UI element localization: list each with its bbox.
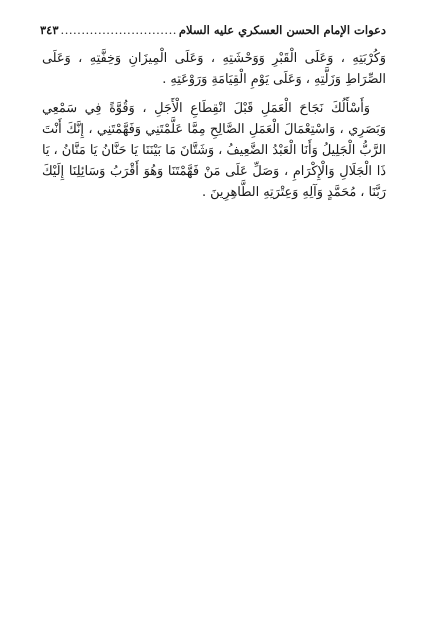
paragraph: وَأَسْأَلُكَ نَجَاحَ الْعَمَلِ قَبْلَ انْقِطَاعِ الْأَجَلِ ، وَقُوَّةً فِي سَمْعِي وَبَصَرِي ، وَاسْتِعْمَالَ الْعَمَلِ الصَّالِحِ مِمَّا عَلَّمْتَنِي وَفَهَّمْتَنِي ، إِنَّكَ أَنْتَ الرَّبُّ الْجَلِيلُ وَأَنَا الْعَبْدُ الضَّعِيفُ ، وَشَتَّانَ مَا بَيْنَنَا يَا حَنَّانُ يَا مَنَّانُ ، يَا ذَا الْجَلَالِ وَالْإِكْرَامِ ، وَصَلِّ عَلَى مَنْ فَهَّمْتَنَا وَهُوَ أَقْرَبُ وَسَائِلِنَا إِلَيْكَ رَبَّنَا ، مُحَمَّدٍ وَآلِهِ وَعِتْرَتِهِ الطَّاهِرِينَ . bbox=[42, 101, 386, 200]
running-header-title: دعوات الإمام الحسن العسكري عليه السلام bbox=[178, 23, 386, 37]
page-number: ٣٤٣ bbox=[40, 23, 59, 37]
running-header bbox=[40, 20, 386, 40]
header-dot-leader bbox=[61, 23, 177, 37]
body-text bbox=[42, 48, 386, 203]
paragraph: وَكُرْبَتِهِ ، وَعَلَى الْقَبْرِ وَوَحْشَتِهِ ، وَعَلَى الْمِيزَانِ وَخِفَّتِهِ ، وَعَلَى الصِّرَاطِ وَزَلَّتِهِ ، وَعَلَى يَوْمِ الْقِيَامَةِ وَرَوْعَتِهِ . bbox=[42, 51, 386, 87]
